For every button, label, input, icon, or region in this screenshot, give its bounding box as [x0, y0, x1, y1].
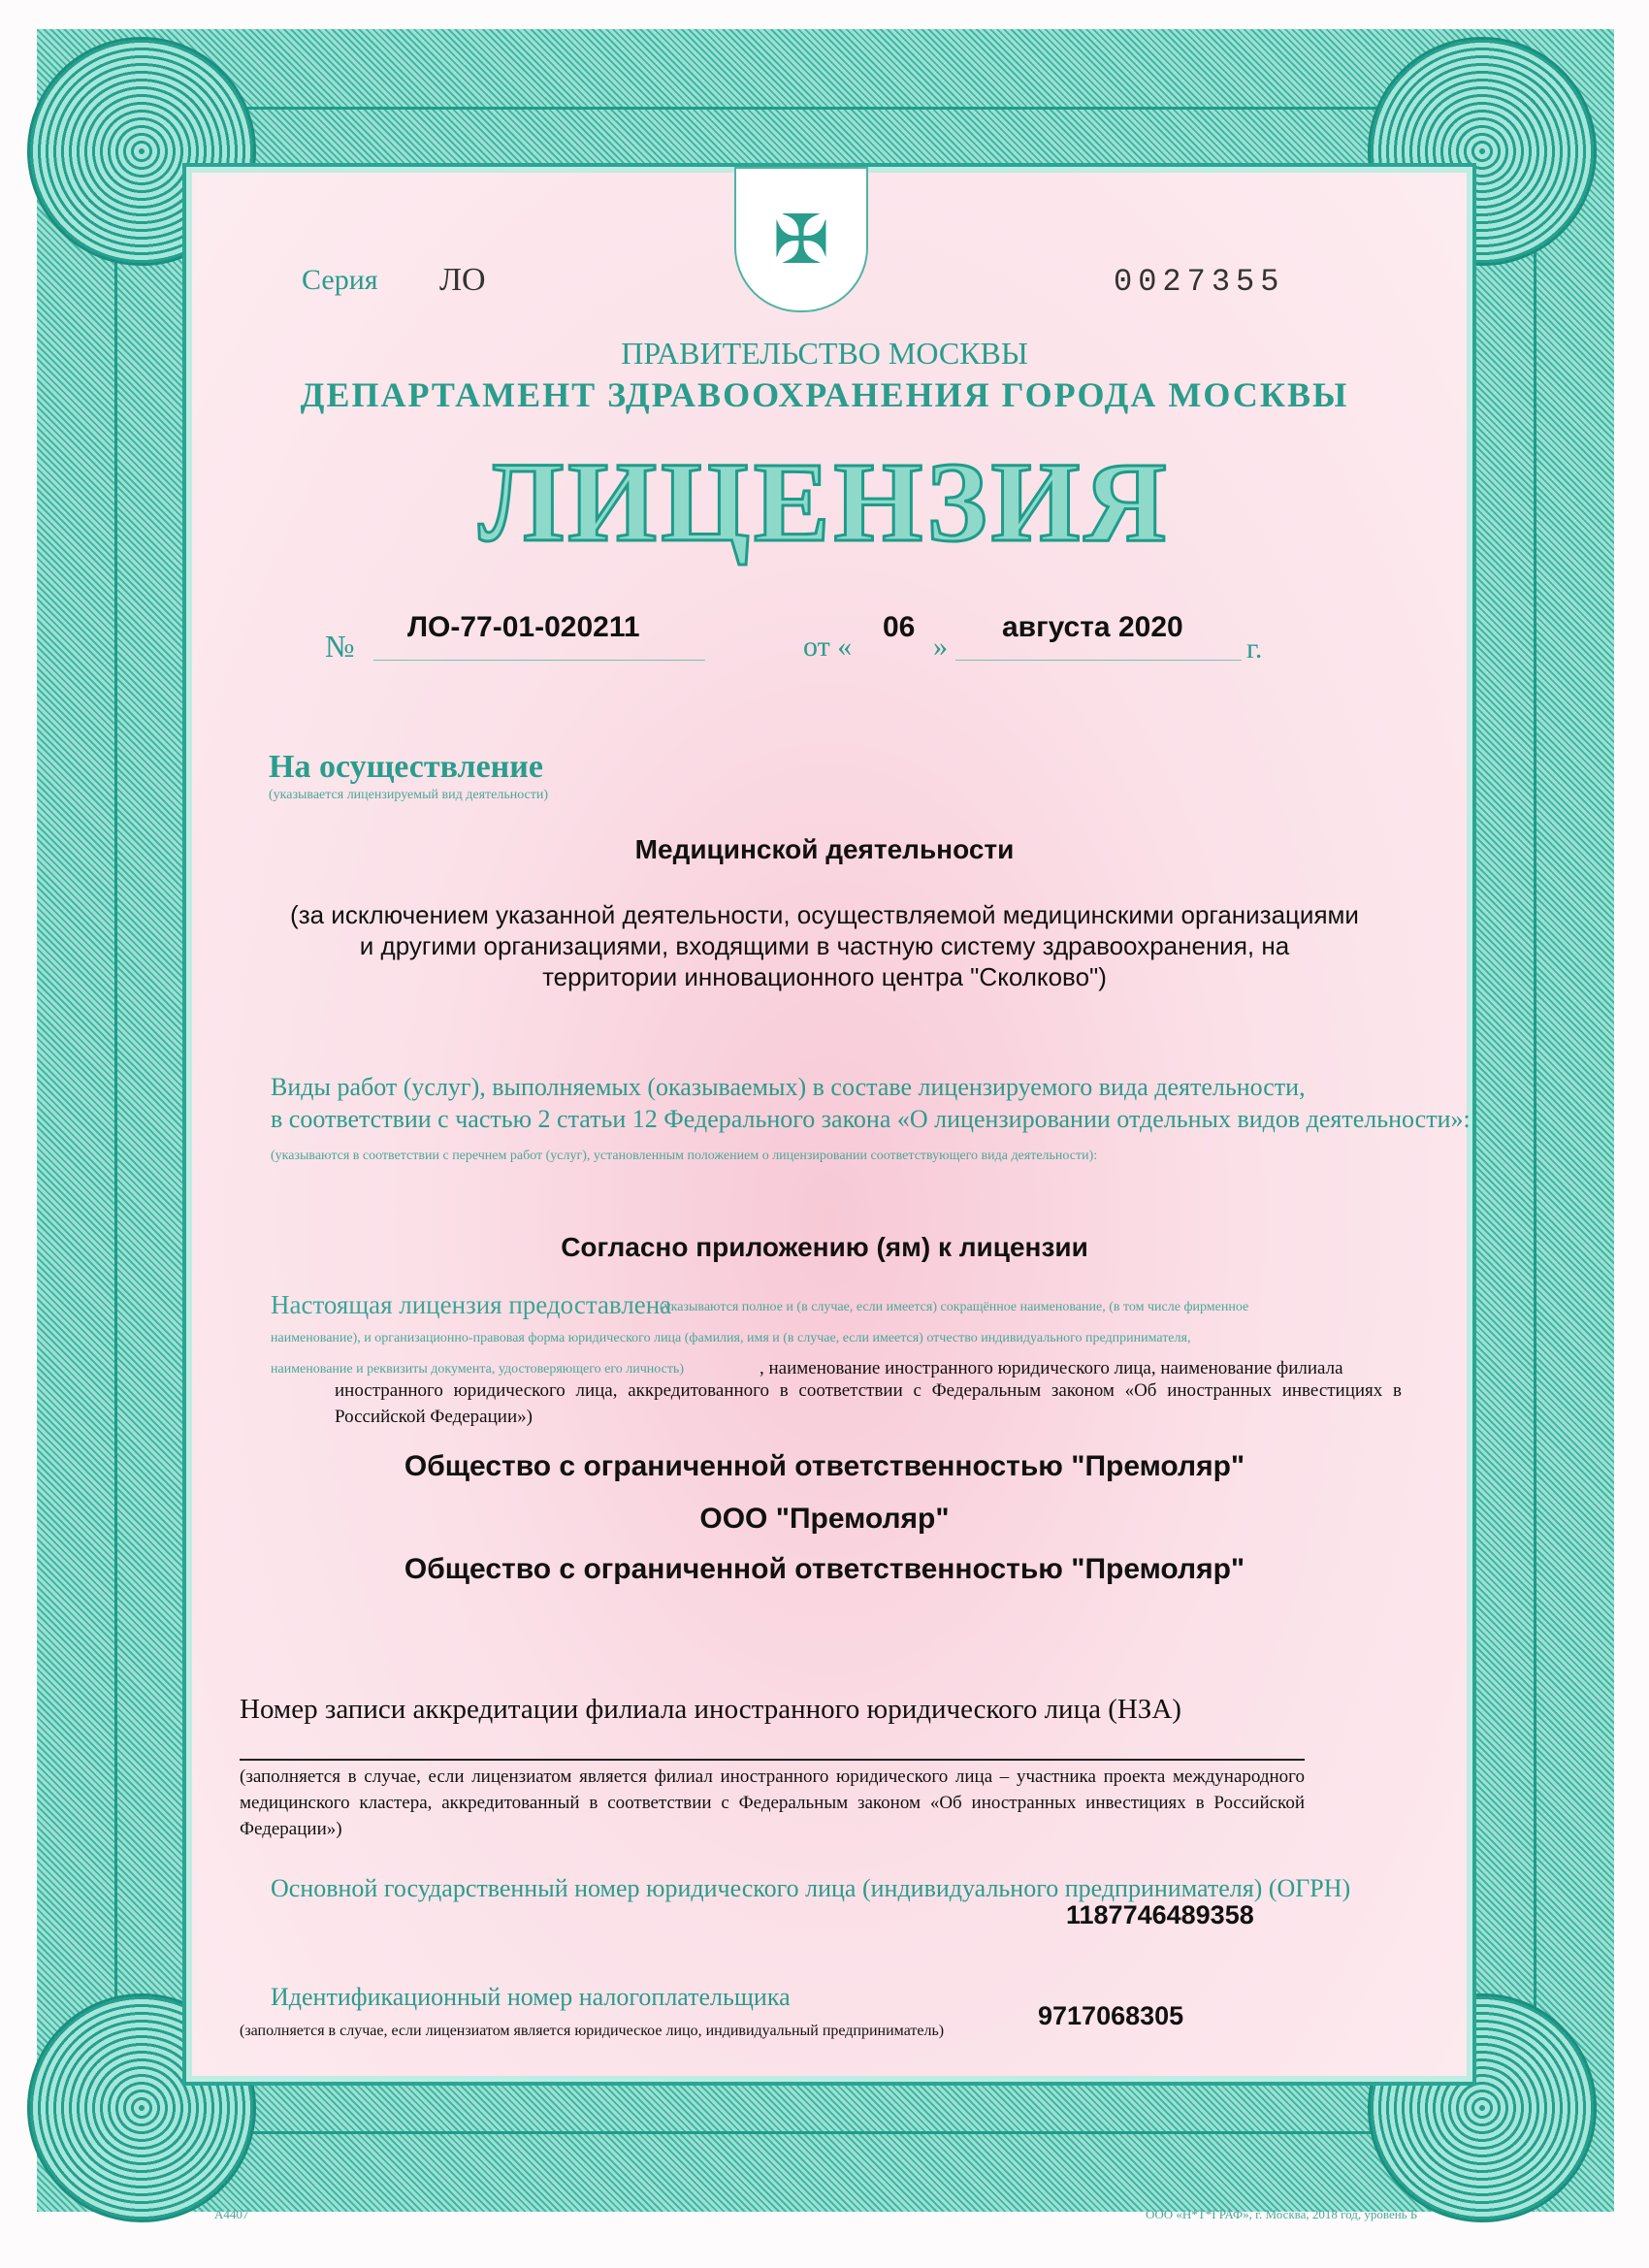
- granted-hint-foreign: , наименование иностранного юридического лица, наименование филиала: [760, 1358, 1343, 1378]
- works-label-line: Виды работ (услуг), выполняемых (оказываемых) в составе лицензируемого вида деятельности,: [271, 1073, 1306, 1101]
- nza-label: Номер записи аккредитации филиала иностранного юридического лица (НЗА): [240, 1694, 1181, 1725]
- date-month-year: августа 2020: [1002, 611, 1183, 643]
- granted-hint-foreign: иностранного юридического лица, аккредитованного в соответствии с Федеральным законом «Об иностранных инвестициях в Российской Федерации»): [335, 1380, 1402, 1427]
- inn-label: Идентификационный номер налогоплательщика: [271, 1983, 791, 2011]
- works-value: Согласно приложению (ям) к лицензии: [561, 1232, 1088, 1262]
- ogrn-label: Основной государственный номер юридического лица (индивидуального предпринимателя) (ОГРН): [271, 1874, 1351, 1902]
- year-suffix: г.: [1246, 632, 1263, 664]
- series-label: Серия: [302, 264, 378, 296]
- works-hint: (указываются в соответствии с перечнем работ (услуг), установленным положением о лицензировании соответствующего вида деятельности):: [271, 1149, 1098, 1163]
- activity-note-line: и другими организациями, входящими в частную систему здравоохранения, на: [359, 931, 1290, 960]
- date-from-label: от «: [803, 631, 853, 663]
- ogrn-value: 1187746489358: [1066, 1900, 1254, 1929]
- granted-hint: наименование и реквизиты документа, удостоверяющего его личность): [271, 1362, 684, 1377]
- inn-value: 9717068305: [1038, 2001, 1184, 2030]
- granted-label: Настоящая лицензия предоставлена: [271, 1290, 672, 1319]
- license-number: ЛО-77-01-020211: [407, 611, 640, 643]
- series-value: ЛО: [439, 262, 486, 298]
- document-title: ЛИЦЕНЗИЯ: [478, 438, 1171, 566]
- inn-hint: (заполняется в случае, если лицензиатом является юридическое лицо, индивидуальный предприниматель): [240, 2023, 945, 2039]
- organization-full-name: Общество с ограниченной ответственностью "Премоляр": [404, 1450, 1245, 1482]
- activity-value: Медицинской деятельности: [634, 834, 1015, 864]
- activity-note-line: территории инновационного центра "Сколково"): [542, 962, 1107, 991]
- date-close-quote: »: [933, 631, 948, 663]
- organization-brand-name: Общество с ограниченной ответственностью "Премоляр": [404, 1553, 1245, 1585]
- date-day: 06: [883, 611, 916, 643]
- nza-hint: (заполняется в случае, если лицензиатом является филиал иностранного юридического лица – участника проекта международного медицинского кластера, аккредитованный в соответствии с Федеральным законом «Об иностранных инвестициях в Российской Федерации»): [240, 1766, 1305, 1839]
- department-heading: ДЕПАРТАМЕНТ ЗДРАВООХРАНЕНИЯ ГОРОДА МОСКВЫ: [300, 375, 1349, 414]
- coat-of-arms-emblem: ✠: [734, 167, 868, 312]
- printer-imprint: ООО «Н*Т*ГРАФ», г. Москва, 2018 год, уровень Б: [1146, 2207, 1418, 2221]
- number-label: №: [325, 629, 355, 664]
- activity-note-line: (за исключением указанной деятельности, осуществляемой медицинскими организациями: [290, 900, 1359, 929]
- granted-hint: (указываются полное и (в случае, если имеется) сокращённое наименование, (в том числе фирменное: [660, 1300, 1249, 1314]
- form-code: А4407: [214, 2207, 249, 2221]
- government-heading: ПРАВИТЕЛЬСТВО МОСКВЫ: [621, 336, 1028, 371]
- works-label-line: в соответствии с частью 2 статьи 12 Федерального закона «О лицензировании отдельных видов деятельности»:: [271, 1105, 1471, 1133]
- activity-label: На осуществление: [269, 749, 543, 785]
- activity-hint: (указывается лицензируемый вид деятельности): [269, 788, 549, 802]
- blank-number: 0027355: [1114, 264, 1285, 300]
- organization-short-name: ООО "Премоляр": [699, 1503, 950, 1535]
- granted-hint: наименование), и организационно-правовая форма юридического лица (фамилия, имя и (в случае, если имеется) отчество индивидуального предпринимателя,: [271, 1331, 1191, 1345]
